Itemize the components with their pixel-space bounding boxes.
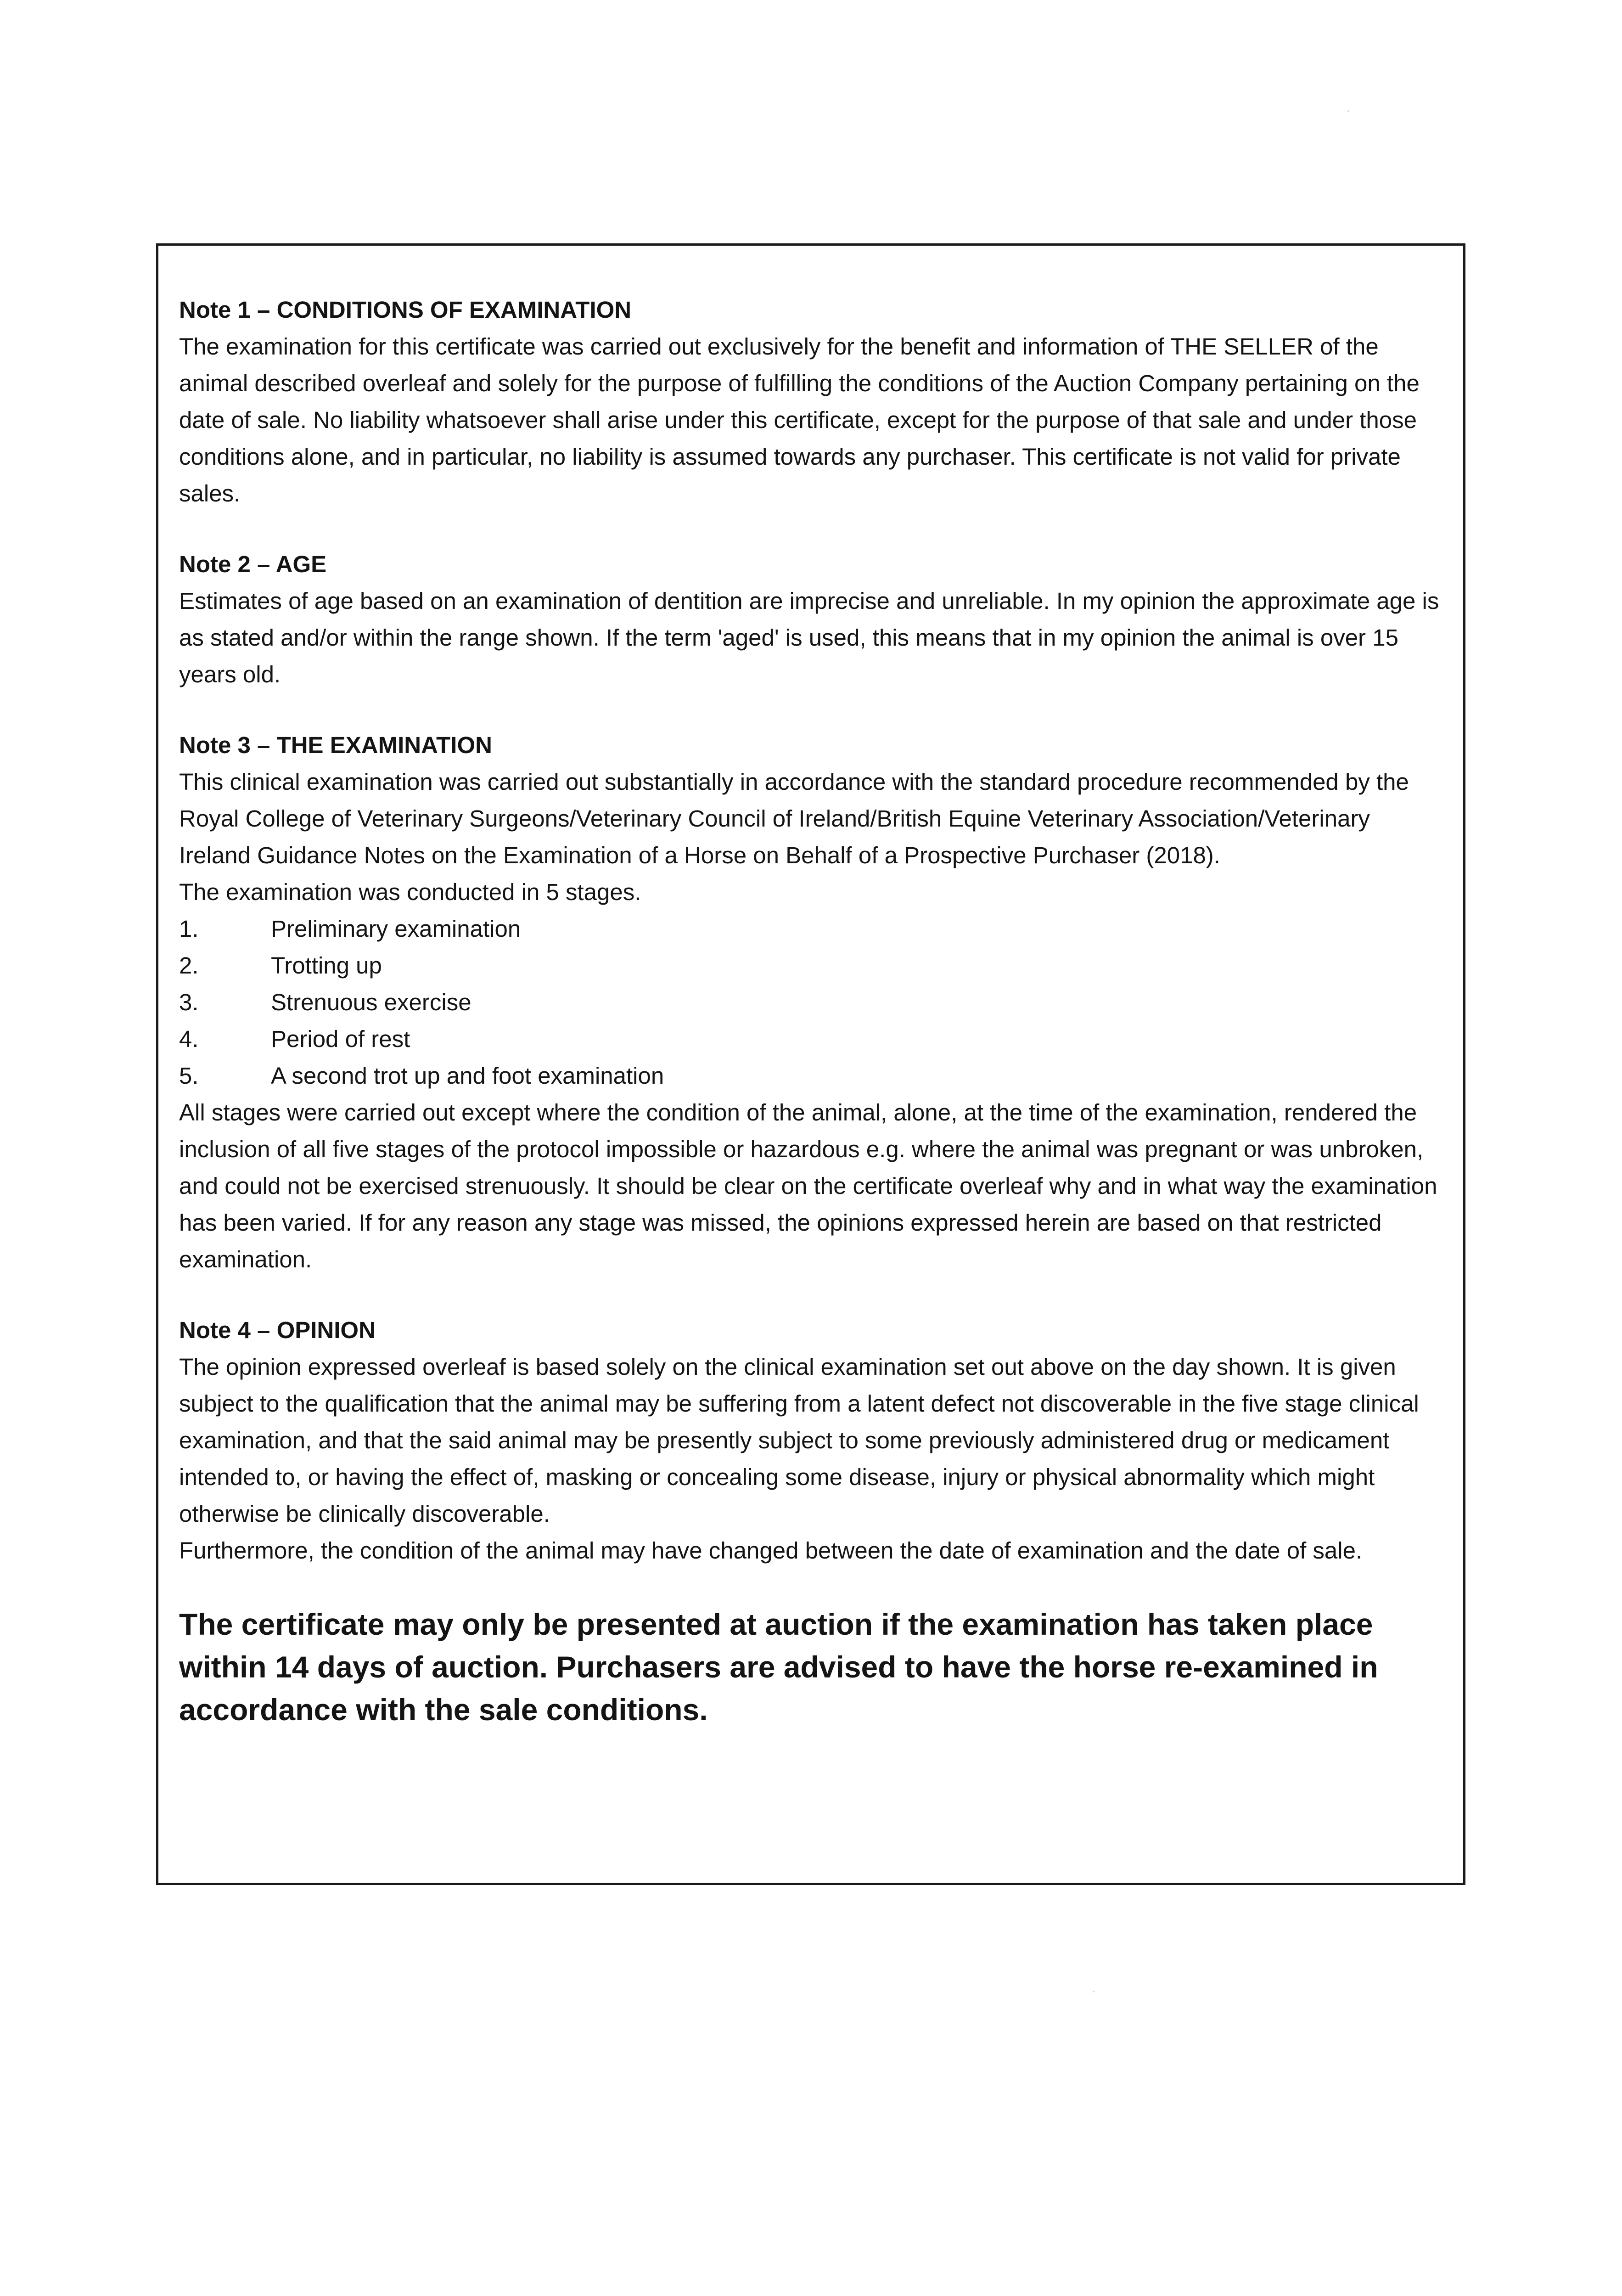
note-4-title: Note 4 – OPINION (179, 1317, 376, 1343)
note-2-paragraph: Estimates of age based on an examination of dentition are imprecise and unreliable. In my opinion the approximate age is as stated and/or within the range shown. If the term 'aged' is used, this means that in my opinion the animal is over 15 years old. (179, 588, 1439, 687)
note-3-intro: This clinical examination was carried out substantially in accordance with the standard procedure recommended by the Royal College of Veterinary Surgeons/Veterinary Council of Ireland/British Equine Veterinary Association/Veterinary Ireland Guidance Notes on the Examination of a Horse on Behalf of a Prospective Purchaser (2018). (179, 769, 1409, 868)
stage-number: 3. (179, 989, 199, 1015)
stage-number: 5. (179, 1063, 199, 1089)
scan-speck (1347, 110, 1349, 112)
notes-box (156, 243, 1465, 1885)
stage-item (179, 984, 1440, 1021)
note-3-examination (179, 727, 1440, 1278)
note-1-paragraph: The examination for this certificate was carried out exclusively for the benefit and information of THE SELLER of the animal described overleaf and solely for the purpose of fulfilling the conditions of the Auction Company pertaining on the date of sale. No liability whatsoever shall arise under this certificate, except for the purpose of that sale and under those conditions alone, and in particular, no liability is assumed towards any purchaser. This certificate is not valid for private sales. (179, 333, 1420, 506)
note-1-conditions (179, 292, 1440, 512)
stage-number: 4. (179, 1026, 199, 1052)
note-2-title: Note 2 – AGE (179, 551, 327, 577)
stage-item (179, 911, 1440, 947)
note-2-age (179, 546, 1440, 693)
note-4-paragraph-1: The opinion expressed overleaf is based solely on the clinical examination set out above on the day shown. It is given subject to the qualification that the animal may be suffering from a latent defect not discoverable in the five stage clinical examination, and that the said animal may be presently subject to some previously administered drug or medicament intended to, or having the effect of, masking or concealing some disease, injury or physical abnormality which might otherwise be clinically discoverable. (179, 1354, 1419, 1527)
stage-text: A second trot up and foot examination (271, 1063, 664, 1089)
stage-text: Preliminary examination (271, 916, 521, 942)
note-3-stages-intro: The examination was conducted in 5 stages. (179, 879, 641, 905)
stage-item (179, 1058, 1440, 1094)
note-3-title: Note 3 – THE EXAMINATION (179, 732, 492, 758)
closing-statement: The certificate may only be presented at auction if the examination has taken place within 14 days of auction. Purchasers are advised to have the horse re-examined in accordance with the sale conditions. (179, 1607, 1378, 1727)
note-4-paragraph-2: Furthermore, the condition of the animal may have changed between the date of examination and the date of sale. (179, 1537, 1363, 1564)
stage-text: Period of rest (271, 1026, 410, 1052)
stages-list (179, 911, 1440, 1094)
stage-item (179, 1021, 1440, 1058)
note-3-outro: All stages were carried out except where the condition of the animal, alone, at the time of the examination, rendered the inclusion of all five stages of the protocol impossible or hazardous e.g. where the animal was pregnant or was unbroken, and could not be exercised strenuously. It should be clear on the certificate overleaf why and in what way the examination has been varied. If for any reason any stage was missed, the opinions expressed herein are based on that restricted examination. (179, 1099, 1437, 1272)
stage-text: Strenuous exercise (271, 989, 471, 1015)
stage-item (179, 947, 1440, 984)
stage-text: Trotting up (271, 952, 382, 979)
note-4-opinion (179, 1312, 1440, 1569)
note-1-title: Note 1 – CONDITIONS OF EXAMINATION (179, 297, 632, 323)
stage-number: 1. (179, 916, 199, 942)
stage-number: 2. (179, 952, 199, 979)
scan-speck (1093, 1991, 1094, 1992)
